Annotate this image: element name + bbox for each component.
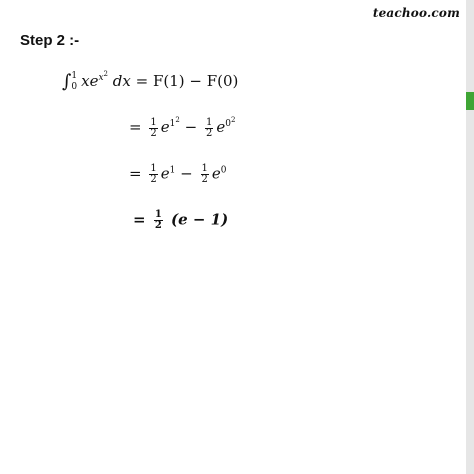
base-e: e <box>216 118 226 136</box>
equation-line-2: = $\frac{1}{2}$ $e^{1^2}$ − $\frac{1}{2}$ $e^{0^2}$ <box>129 116 236 139</box>
integral-sign: ∫ <box>62 71 72 92</box>
base-e: e <box>211 164 221 183</box>
fraction: $\frac{1}{2}$ <box>154 209 162 231</box>
fraction: $\frac{1}{2}$ <box>205 116 213 139</box>
fraction: $\frac{1}{2}$ <box>150 163 157 185</box>
minus-sign: − <box>180 164 193 183</box>
rhs-expression: = F(1) − F(0) <box>135 72 239 90</box>
fraction: $\frac{1}{2}$ <box>150 116 157 139</box>
exponent-base: x <box>98 73 104 83</box>
upper-limit: 1 <box>71 71 78 82</box>
lower-limit: 0 <box>71 82 78 92</box>
equation-line-3: = $\frac{1}{2}$ $e^1$ − $\frac{1}{2}$ $e^0$ <box>129 163 227 185</box>
equation-line-1 <box>62 70 238 93</box>
final-result: (e − 1) <box>171 210 229 229</box>
integrand: xe <box>81 72 99 90</box>
equation-line-4: = $\frac{1}{2}$ (e − 1) <box>133 209 229 231</box>
minus-sign: − <box>184 118 198 136</box>
progress-sidebar <box>466 0 474 474</box>
base-e: e <box>160 118 170 136</box>
fraction: $\frac{1}{2}$ <box>201 163 208 185</box>
base-e: e <box>160 164 170 183</box>
differential: dx <box>112 72 131 90</box>
progress-marker <box>466 92 474 110</box>
teachoo-brand: teachoo.com <box>372 6 460 20</box>
exponent-power: 2 <box>103 70 109 78</box>
step-heading: Step 2 :- <box>20 32 80 49</box>
